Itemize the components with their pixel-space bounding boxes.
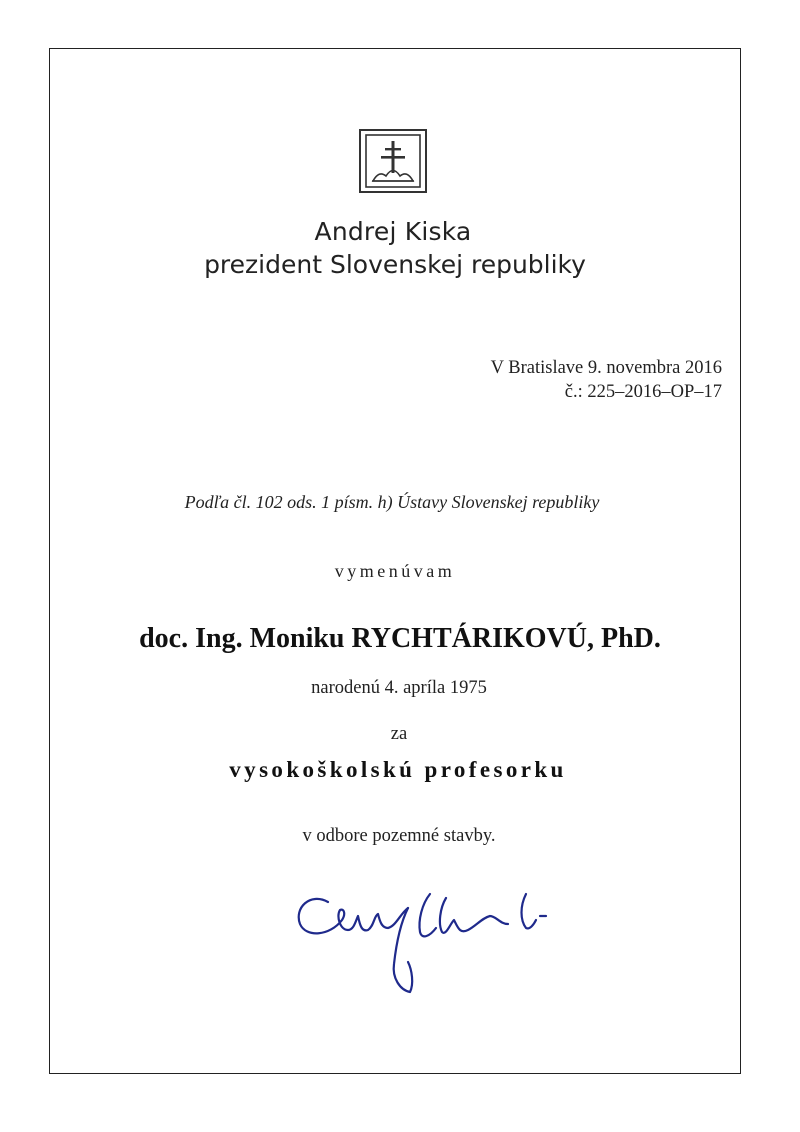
appointment-verb: vymenúvam: [334, 561, 456, 581]
signature: [290, 880, 560, 1000]
position-title: vysokoškolskú profesorku: [229, 757, 567, 782]
slovak-coat-of-arms-icon: [359, 129, 427, 193]
reference-number: č.: 225–2016–OP–17: [564, 382, 722, 402]
place-date: V Bratislave 9. novembra 2016: [490, 358, 722, 378]
preposition: za: [390, 724, 408, 744]
field-of-study: v odbore pozemné stavby.: [302, 826, 496, 846]
issuer-name: Andrej Kiska: [314, 217, 472, 246]
birth-date: narodenú 4. apríla 1975: [311, 678, 487, 698]
appointee-name: doc. Ing. Moniku RYCHTÁRIKOVÚ, PhD.: [139, 623, 661, 654]
legal-basis: Podľa čl. 102 ods. 1 písm. h) Ústavy Slovenskej republiky: [184, 492, 600, 512]
issuer-title: prezident Slovenskej republiky: [204, 250, 586, 279]
